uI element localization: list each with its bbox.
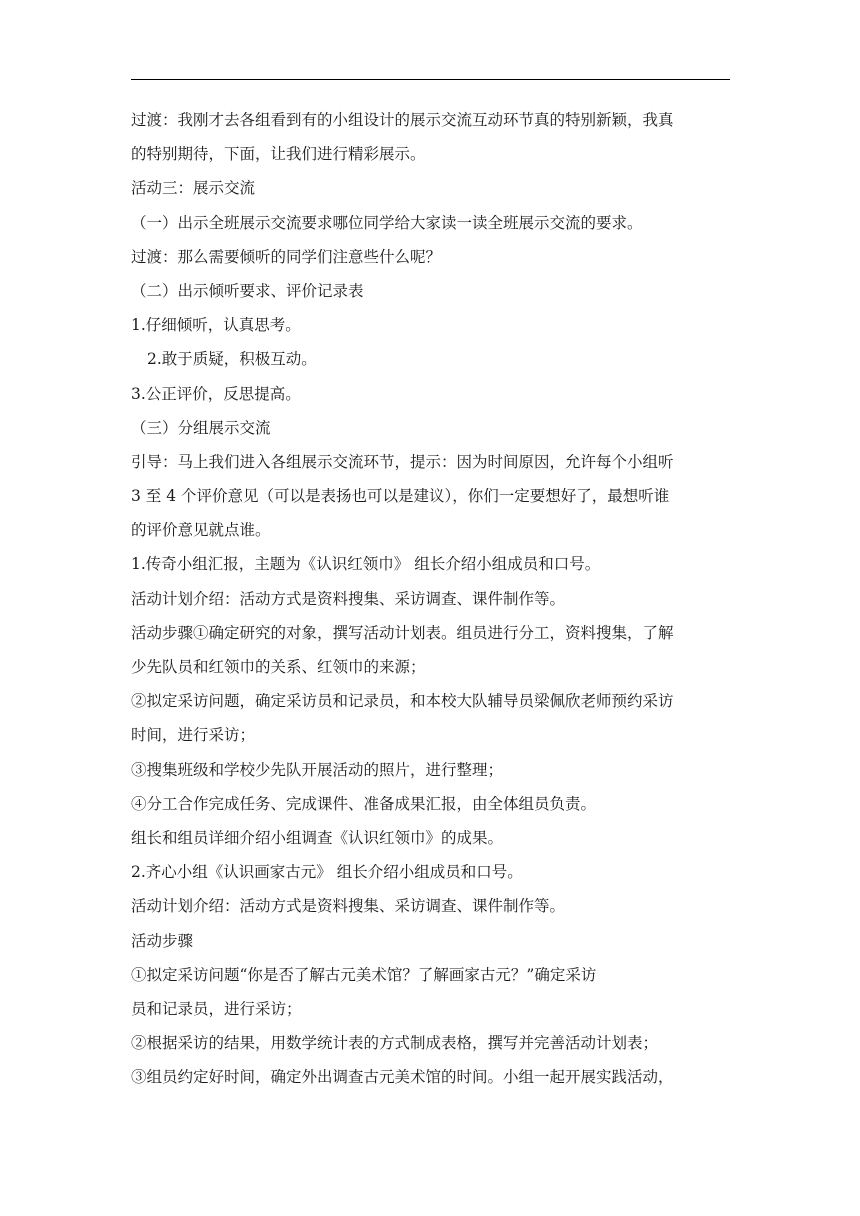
paragraph-line: 活动步骤 xyxy=(131,931,194,950)
paragraph-line: 1.传奇小组汇报，主题为《认识红领巾》 组长介绍小组成员和口号。 xyxy=(131,555,601,574)
paragraph-line: 3 至 4 个评价意见（可以是表扬也可以是建议），你们一定要想好了，最想听谁 xyxy=(131,487,670,506)
paragraph-line: 活动计划介绍：活动方式是资料搜集、采访调查、课件制作等。 xyxy=(131,589,566,608)
paragraph-line: 员和记录员，进行采访； xyxy=(131,999,302,1018)
paragraph-line: 2.齐心小组《认识画家古元》 组长介绍小组成员和口号。 xyxy=(131,863,523,882)
paragraph-line: 过渡：我刚才去各组看到有的小组设计的展示交流互动环节真的特别新颖，我真 xyxy=(131,111,674,129)
paragraph-line: ②根据采访的结果，用数学统计表的方式制成表格，撰写并完善活动计划表； xyxy=(131,1034,659,1053)
list-item: 1.仔细倾听，认真思考。 xyxy=(131,316,301,335)
list-item: 3.公正评价，反思提高。 xyxy=(131,384,301,403)
header-rule xyxy=(131,79,730,80)
document-body xyxy=(131,103,736,1094)
paragraph-line: 过渡：那么需要倾听的同学们注意些什么呢？ xyxy=(131,247,442,266)
paragraph-line: 引导：马上我们进入各组展示交流环节，提示：因为时间原因，允许每个小组听 xyxy=(131,452,674,471)
paragraph-line: ③搜集班级和学校少先队开展活动的照片，进行整理； xyxy=(131,760,504,779)
subsection-heading: （二）出示倾听要求、评价记录表 xyxy=(131,281,364,300)
paragraph-line: 组长和组员详细介绍小组调查《认识红领巾》的成果。 xyxy=(131,828,504,847)
paragraph-line: ②拟定采访问题，确定采访员和记录员，和本校大队辅导员梁佩欣老师预约采访 xyxy=(131,692,674,711)
paragraph-line: 的特别期待，下面，让我们进行精彩展示。 xyxy=(131,145,426,164)
paragraph-line: 时间，进行采访； xyxy=(131,726,256,745)
paragraph-line: 活动计划介绍：活动方式是资料搜集、采访调查、课件制作等。 xyxy=(131,897,566,916)
paragraph-line: （一）出示全班展示交流要求哪位同学给大家读一读全班展示交流的要求。 xyxy=(131,213,643,232)
paragraph-line: ①拟定采访问题“你是否了解古元美术馆？了解画家古元？”确定采访 xyxy=(131,965,597,984)
paragraph-line: ④分工合作完成任务、完成课件、准备成果汇报，由全体组员负责。 xyxy=(131,794,597,813)
paragraph-line: 活动步骤①确定研究的对象，撰写活动计划表。组员进行分工，资料搜集，了解 xyxy=(131,623,674,642)
subsection-heading: （三）分组展示交流 xyxy=(131,418,271,437)
paragraph-line: ③组员约定好时间，确定外出调查古元美术馆的时间。小组一起开展实践活动， xyxy=(131,1068,674,1087)
section-heading: 活动三：展示交流 xyxy=(131,179,256,198)
paragraph-line: 的评价意见就点谁。 xyxy=(131,521,271,540)
paragraph-line: 少先队员和红领巾的关系、红领巾的来源； xyxy=(131,658,426,676)
list-item: 2.敢于质疑，积极互动。 xyxy=(147,350,317,369)
